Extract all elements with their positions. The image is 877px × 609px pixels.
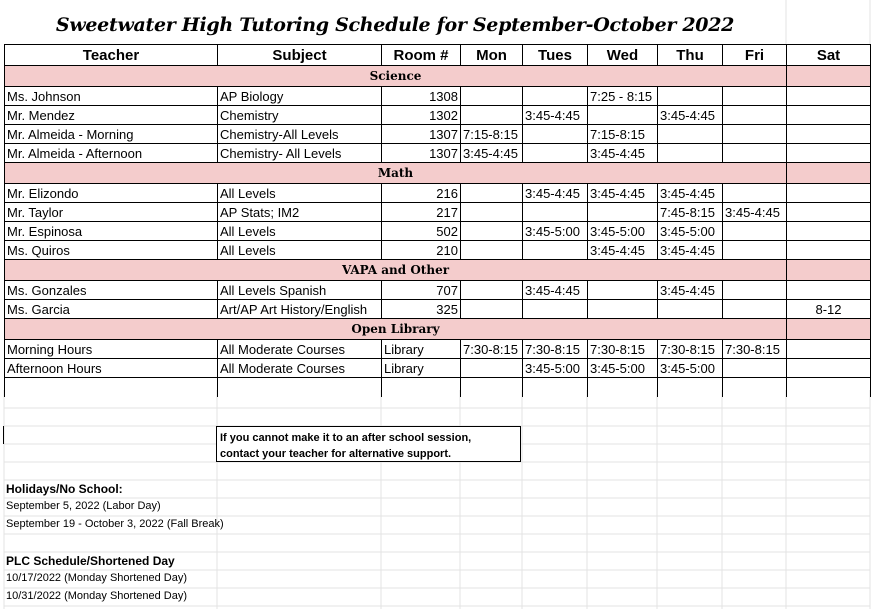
- table-cell: 7:30-8:15: [588, 340, 658, 359]
- table-cell: [787, 203, 871, 222]
- table-cell: [787, 144, 871, 163]
- table-row: [5, 184, 871, 203]
- table-cell: 7:30-8:15: [523, 340, 588, 359]
- section-sat-cell: [787, 66, 871, 87]
- table-cell: 1307: [382, 125, 461, 144]
- table-cell: [658, 378, 723, 397]
- table-cell: [461, 87, 523, 106]
- table-cell: 3:45-4:45: [658, 184, 723, 203]
- table-cell: [723, 125, 787, 144]
- table-cell: [723, 378, 787, 397]
- table-cell: All Levels Spanish: [218, 281, 382, 300]
- table-cell: 8-12: [787, 300, 871, 319]
- table-cell: Ms. Garcia: [5, 300, 218, 319]
- table-cell: [5, 378, 218, 397]
- table-cell: Chemistry-All Levels: [218, 125, 382, 144]
- table-cell: 7:25 - 8:15: [588, 87, 658, 106]
- table-cell: [787, 87, 871, 106]
- table-cell: Ms. Johnson: [5, 87, 218, 106]
- table-cell: [523, 87, 588, 106]
- table-cell: [461, 203, 523, 222]
- table-row: [5, 125, 871, 144]
- table-cell: [588, 378, 658, 397]
- table-cell: 3:45-5:00: [658, 359, 723, 378]
- section-sat-cell: [787, 260, 871, 281]
- table-cell: [523, 125, 588, 144]
- table-cell: 3:45-4:45: [658, 241, 723, 260]
- table-cell: Chemistry: [218, 106, 382, 125]
- table-cell: 3:45-5:00: [523, 359, 588, 378]
- table-cell: [523, 241, 588, 260]
- table-cell: Mr. Mendez: [5, 106, 218, 125]
- table-cell: [523, 378, 588, 397]
- notice-box: [216, 426, 521, 462]
- table-cell: Mr. Elizondo: [5, 184, 218, 203]
- cell-border-mark: [3, 426, 4, 444]
- column-header: Mon: [461, 45, 523, 66]
- section-title: VAPA and Other: [5, 260, 787, 281]
- table-cell: 502: [382, 222, 461, 241]
- table-cell: [787, 222, 871, 241]
- table-cell: All Moderate Courses: [218, 359, 382, 378]
- table-cell: 1308: [382, 87, 461, 106]
- header-row: [5, 45, 871, 66]
- table-cell: [658, 87, 723, 106]
- table-cell: Chemistry- All Levels: [218, 144, 382, 163]
- table-cell: [723, 300, 787, 319]
- table-cell: 7:45-8:15: [658, 203, 723, 222]
- table-cell: All Levels: [218, 184, 382, 203]
- table-cell: AP Stats; IM2: [218, 203, 382, 222]
- table-cell: Mr. Espinosa: [5, 222, 218, 241]
- section-title: Math: [5, 163, 787, 184]
- table-cell: AP Biology: [218, 87, 382, 106]
- table-cell: 3:45-4:45: [588, 144, 658, 163]
- table-cell: [461, 300, 523, 319]
- section-sat-cell: [787, 163, 871, 184]
- table-cell: Library: [382, 340, 461, 359]
- table-cell: [218, 378, 382, 397]
- table-cell: [723, 359, 787, 378]
- table-row: [5, 203, 871, 222]
- table-cell: [461, 378, 523, 397]
- column-header: Subject: [218, 45, 382, 66]
- table-cell: [658, 144, 723, 163]
- table-cell: 325: [382, 300, 461, 319]
- table-cell: 3:45-4:45: [658, 106, 723, 125]
- column-header: Wed: [588, 45, 658, 66]
- table-cell: 3:45-4:45: [723, 203, 787, 222]
- table-cell: [588, 281, 658, 300]
- table-cell: [723, 184, 787, 203]
- table-cell: [588, 300, 658, 319]
- holiday-item: September 19 - October 3, 2022 (Fall Break): [6, 518, 224, 530]
- table-cell: All Levels: [218, 222, 382, 241]
- page-title: Sweetwater High Tutoring Schedule for September-October 2022: [55, 14, 735, 36]
- table-cell: Ms. Quiros: [5, 241, 218, 260]
- column-header: Thu: [658, 45, 723, 66]
- table-cell: [588, 106, 658, 125]
- column-header: Room #: [382, 45, 461, 66]
- table-cell: 210: [382, 241, 461, 260]
- table-cell: [723, 144, 787, 163]
- table-cell: [787, 378, 871, 397]
- section-row: [5, 260, 871, 281]
- holiday-item: September 5, 2022 (Labor Day): [6, 500, 161, 512]
- table-row: [5, 106, 871, 125]
- table-row: [5, 300, 871, 319]
- table-cell: 7:15-8:15: [588, 125, 658, 144]
- blank-row: [5, 378, 871, 397]
- table-cell: 7:15-8:15: [461, 125, 523, 144]
- table-cell: [787, 340, 871, 359]
- table-cell: 3:45-4:45: [658, 281, 723, 300]
- table-cell: 3:45-4:45: [523, 281, 588, 300]
- column-header: Fri: [723, 45, 787, 66]
- table-cell: 707: [382, 281, 461, 300]
- plc-heading: PLC Schedule/Shortened Day: [6, 554, 175, 568]
- table-cell: [382, 378, 461, 397]
- table-row: [5, 281, 871, 300]
- table-cell: [461, 222, 523, 241]
- plc-item: 10/31/2022 (Monday Shortened Day): [6, 590, 188, 602]
- table-cell: [723, 281, 787, 300]
- table-cell: 3:45-4:45: [523, 106, 588, 125]
- table-cell: 3:45-4:45: [461, 144, 523, 163]
- tutoring-schedule-table: [4, 44, 871, 397]
- table-cell: [588, 203, 658, 222]
- table-cell: [787, 359, 871, 378]
- table-cell: [658, 300, 723, 319]
- table-cell: [523, 203, 588, 222]
- table-cell: [787, 241, 871, 260]
- table-cell: 3:45-4:45: [523, 184, 588, 203]
- table-cell: Afternoon Hours: [5, 359, 218, 378]
- table-cell: All Levels: [218, 241, 382, 260]
- table-row: [5, 359, 871, 378]
- section-sat-cell: [787, 319, 871, 340]
- table-cell: Morning Hours: [5, 340, 218, 359]
- section-row: [5, 66, 871, 87]
- table-cell: [787, 125, 871, 144]
- table-cell: 3:45-4:45: [588, 241, 658, 260]
- section-title: Open Library: [5, 319, 787, 340]
- plc-item: 10/17/2022 (Monday Shortened Day): [6, 572, 188, 584]
- table-row: [5, 340, 871, 359]
- table-cell: Art/AP Art History/English: [218, 300, 382, 319]
- table-cell: [461, 184, 523, 203]
- table-cell: All Moderate Courses: [218, 340, 382, 359]
- table-cell: Library: [382, 359, 461, 378]
- table-row: [5, 87, 871, 106]
- table-cell: [723, 106, 787, 125]
- column-header: Tues: [523, 45, 588, 66]
- table-cell: Mr. Almeida - Afternoon: [5, 144, 218, 163]
- table-cell: 1302: [382, 106, 461, 125]
- table-cell: [787, 106, 871, 125]
- table-cell: 1307: [382, 144, 461, 163]
- table-cell: 3:45-5:00: [523, 222, 588, 241]
- table-cell: [723, 87, 787, 106]
- table-cell: Mr. Taylor: [5, 203, 218, 222]
- table-cell: 3:45-5:00: [588, 222, 658, 241]
- table-cell: [723, 241, 787, 260]
- table-cell: 7:30-8:15: [658, 340, 723, 359]
- table-cell: 216: [382, 184, 461, 203]
- table-cell: 7:30-8:15: [461, 340, 523, 359]
- section-row: [5, 163, 871, 184]
- section-row: [5, 319, 871, 340]
- table-cell: 7:30-8:15: [723, 340, 787, 359]
- table-row: [5, 222, 871, 241]
- table-cell: [523, 300, 588, 319]
- table-row: [5, 144, 871, 163]
- table-cell: Ms. Gonzales: [5, 281, 218, 300]
- table-cell: 3:45-5:00: [588, 359, 658, 378]
- table-row: [5, 241, 871, 260]
- table-cell: [658, 125, 723, 144]
- table-cell: [523, 144, 588, 163]
- table-cell: 217: [382, 203, 461, 222]
- notice-line: contact your teacher for alternative support.: [220, 448, 452, 460]
- table-cell: [787, 281, 871, 300]
- column-header: Sat: [787, 45, 871, 66]
- section-title: Science: [5, 66, 787, 87]
- table-cell: Mr. Almeida - Morning: [5, 125, 218, 144]
- table-cell: [461, 241, 523, 260]
- column-header: Teacher: [5, 45, 218, 66]
- table-cell: [461, 281, 523, 300]
- table-cell: [787, 184, 871, 203]
- table-cell: 3:45-4:45: [588, 184, 658, 203]
- table-cell: [461, 359, 523, 378]
- table-cell: 3:45-5:00: [658, 222, 723, 241]
- table-cell: [461, 106, 523, 125]
- notice-line: If you cannot make it to an after school session,: [220, 432, 472, 444]
- holidays-heading: Holidays/No School:: [6, 482, 123, 496]
- table-cell: [723, 222, 787, 241]
